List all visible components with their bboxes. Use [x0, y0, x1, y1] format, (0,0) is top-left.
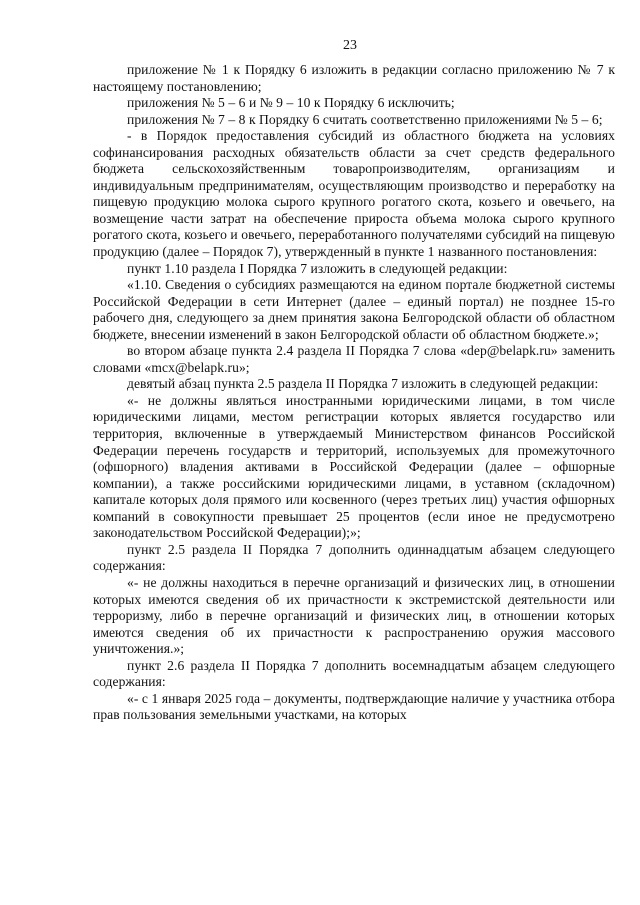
paragraph-item-1-10-instruction: пункт 1.10 раздела I Порядка 7 изложить в следующей редакции: — [127, 260, 508, 276]
paragraph-item-2-5-eleventh-text: «- не должны находиться в перечне организаций и физических лиц, в отношении которых имеются сведения об их причастности к экстремистской деятельности или терроризму, либо в перечне организаций и физических лиц, в отношении которых имеются сведения об их причастности к распространению оружия массового уничтожения.»; — [93, 574, 615, 657]
paragraph-item-2-5-ninth-instruction: девятый абзац пункта 2.5 раздела II Порядка 7 изложить в следующей редакции: — [127, 376, 599, 392]
paragraph-item-2-5-ninth-text: «- не должны являться иностранными юридическими лицами, в том числе юридическими лицами, местом регистрации которых является государство или территория, включенные в утверждаемый Министерством финансов Российской Федерации перечень государств и территорий, используемых для промежуточного (офшорного) владения активами в Российской Федерации (далее – офшорные компании), а также российскими юридическими лицами, в уставном (складочном) капитале которых доля прямого или косвенного (через третьих лиц) участия офшорных компаний в совокупности превышает 25 процентов (если иное не предусмотрено законодательством Российской Федерации);»; — [93, 392, 615, 541]
paragraph-item-2-6-instruction: пункт 2.6 раздела II Порядка 7 дополнить восемнадцатым абзацем следующего содержания: — [93, 657, 615, 690]
paragraph-appendices-exclude: приложения № 5 – 6 и № 9 – 10 к Порядку 6 исключить; — [127, 95, 455, 111]
paragraph-appendix-1: приложение № 1 к Порядку 6 изложить в редакции согласно приложению № 7 к настоящему постановлению; — [93, 62, 615, 94]
page-number: 23 — [343, 38, 357, 53]
document-body — [93, 62, 615, 724]
paragraph-item-2-6-text: «- с 1 января 2025 года – документы, подтверждающие наличие у участника отбора прав пользования земельными участками, на которых — [93, 690, 615, 723]
paragraph-item-2-4-email: во втором абзаце пункта 2.4 раздела II Порядка 7 слова «dep@belapk.ru» заменить словами «mcx@belapk.ru»; — [93, 343, 615, 375]
paragraph-appendices-renumber: приложения № 7 – 8 к Порядку 6 считать соответственно приложениями № 5 – 6; — [127, 111, 603, 127]
paragraph-item-2-5-eleventh-instruction: пункт 2.5 раздела II Порядка 7 дополнить одиннадцатым абзацем следующего содержания: — [93, 541, 615, 574]
paragraph-procedure-7-intro: - в Порядок предоставления субсидий из областного бюджета на условиях софинансирования расходных обязательств области за счет средств федерального бюджета сельскохозяйственным товаропроизводителям, организациям и индивидуальным предпринимателям, осуществляющим производство и переработку на пищевую продукцию молока сырого крупного рогатого скота, козьего и овечьего, на возмещение части затрат на обеспечение прироста объема молока сырого крупного рогатого скота, козьего и овечьего, переработанного получателями субсидий на пищевую продукцию (далее – Порядок 7), утвержденный в пункте 1 названного постановления: — [93, 128, 615, 260]
paragraph-item-1-10-text: «1.10. Сведения о субсидиях размещаются на едином портале бюджетной системы Российской Федерации в сети Интернет (далее – единый портал) не позднее 15-го рабочего дня, следующего за днем принятия закона Белгородской области об областном бюджете, внесении изменений в закон Белгородской области об областном бюджете.»; — [93, 277, 615, 342]
